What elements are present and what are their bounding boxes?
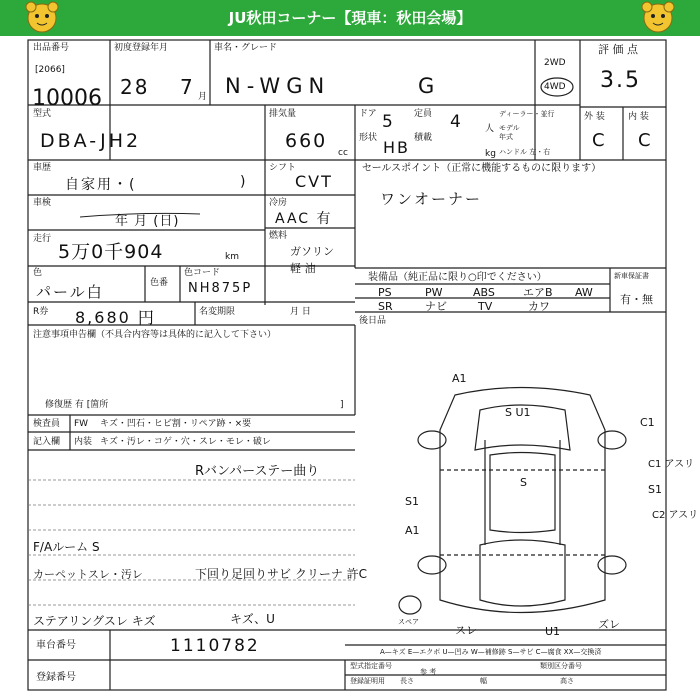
score: 3.5 (600, 68, 641, 93)
score-label: 評 価 点 (598, 43, 638, 56)
ac-label: 冷房 (269, 198, 288, 208)
damage-mark: S1 (405, 495, 419, 508)
interior-entry-label: 内装 (74, 437, 93, 447)
reg-no-label: 登録番号 (36, 672, 76, 683)
fw-label: FW (74, 419, 89, 429)
name-change-value: 月 日 (290, 307, 311, 317)
repair-label: 修復歴 有 [箇所 (45, 400, 109, 410)
reg-cert-label: 登録証明用 (350, 677, 385, 685)
remark-1: Rバンパーステー曲り (195, 464, 320, 479)
recycle-label: R券 (33, 307, 49, 317)
first-reg-label: 初度登録年月 (114, 43, 169, 53)
type-value: DBA-JH2 (40, 130, 142, 152)
color-code-label: 色コード (184, 268, 221, 278)
interior-entry-text: キズ・汚レ・コゲ・穴・スレ・モレ・破レ (100, 437, 271, 447)
lot-number: 10006 (32, 86, 102, 111)
history-close: ) (240, 174, 248, 190)
chassis-label: 車台番号 (36, 640, 76, 651)
length-label: 長さ (400, 677, 414, 685)
recycle-value: 8,680 円 (75, 308, 156, 327)
dealer-label: ディーラー・並行 (499, 110, 555, 118)
fuel-label: 燃料 (269, 231, 288, 241)
fuel-diesel: 軽 油 (290, 262, 316, 275)
interior-label: 内 装 (628, 112, 649, 122)
rear-seat-label: 後日品 (359, 316, 387, 326)
sales-point-value: ワンオーナー (380, 190, 483, 208)
model-label: 車名・グレード (214, 43, 278, 53)
first-reg-month: 7 (180, 75, 195, 99)
repair-close: ] (340, 400, 344, 410)
equipment-navi: ナビ (425, 300, 447, 313)
model-name: N-WGN (225, 74, 331, 98)
lot-label: 出品番号 (33, 43, 70, 53)
shape-label: 形状 (359, 133, 378, 143)
remark-2: F/Aルーム S (33, 540, 100, 554)
ac-value: AAC 有 (275, 211, 333, 227)
displacement-value: 660 (285, 130, 328, 152)
equipment-aw: AW (575, 286, 593, 299)
notes-label: 注意事項申告欄（不具合内容等は具体的に記入して下さい） (33, 330, 277, 340)
shift-label: シフト (269, 163, 297, 173)
page-title: JU秋田コーナー【現車：秋田会場】 (228, 9, 472, 27)
equipment-ps: PS (378, 286, 392, 299)
exterior-grade: C (592, 130, 607, 151)
chassis-value: 1110782 (170, 636, 260, 656)
handle-label: ハンドル 左・右 (499, 148, 551, 156)
warranty-value: 有・無 (620, 293, 653, 306)
load-label: 積載 (414, 133, 433, 143)
damage-mark: U1 (545, 625, 561, 638)
damage-mark: C1 (640, 416, 655, 429)
spare-label: スペア (398, 618, 419, 626)
shape-value: HB (383, 138, 411, 157)
capacity-unit: 人 (485, 124, 495, 134)
type-label: 型式 (33, 109, 52, 119)
width-label: 幅 (480, 677, 487, 685)
doors-value: 5 (382, 112, 395, 132)
equipment-sr: SR (378, 300, 393, 313)
lot-sub: [2066] (35, 65, 65, 75)
equipment-pw: PW (425, 286, 443, 299)
damage-mark: C2 アスリ (652, 510, 699, 521)
capacity-value: 4 (450, 112, 463, 132)
displacement-unit: cc (338, 148, 348, 158)
sales-point-label: セールスポイント（正常に機能するものに限ります） (362, 163, 602, 174)
damage-legend: A—キズ E—エクボ U—凹み W—補修跡 S—サビ C—腐食 XX—交換済 (380, 648, 602, 656)
remark-6: キズ、U (230, 612, 275, 626)
mileage-value: 5万0千904 (58, 241, 164, 263)
drive-2wd: 2WD (544, 58, 566, 68)
remark-5: ステアリングスレ キズ (33, 614, 156, 628)
color-label: 色 (33, 268, 43, 278)
damage-mark: C1 アスリ (648, 459, 695, 470)
shift-value: CVT (295, 172, 333, 191)
color-code-value: NH875P (188, 281, 253, 296)
equipment-leather: カワ (528, 300, 550, 313)
model-year-label: モデル 年式 (499, 124, 520, 141)
displacement-label: 排気量 (269, 109, 297, 119)
damage-mark: S U1 (505, 406, 531, 419)
capacity-label: 定員 (414, 109, 433, 119)
fuel-gasoline: ガソリン (290, 245, 334, 258)
drive-4wd: 4WD (544, 82, 566, 92)
damage-mark: A1 (452, 372, 467, 385)
mileage-label: 走行 (33, 234, 52, 244)
first-reg-month-unit: 月 (198, 92, 208, 102)
exterior-label: 外 装 (584, 112, 605, 122)
color-no-label: 色番 (150, 278, 169, 288)
equipment-airbag: エアB (523, 286, 553, 299)
history-label: 車歴 (33, 163, 52, 173)
mileage-unit: km (225, 252, 239, 262)
type-designation: 型式指定番号 (350, 662, 392, 670)
name-change-label: 名変期限 (199, 307, 236, 317)
damage-mark: S (520, 476, 527, 489)
doors-label: ドア (359, 109, 377, 119)
grade: G (418, 74, 437, 98)
damage-mark: スレ (455, 624, 477, 637)
remark-4: 下回り足回りサビ クリーナ 許C (195, 567, 368, 581)
damage-mark: S1 (648, 483, 662, 496)
warranty-label: 新車保証書 (614, 272, 649, 280)
first-reg-year: 28 (120, 75, 150, 99)
damage-mark: ズレ (598, 618, 620, 631)
equipment-abs: ABS (473, 286, 495, 299)
load-unit: kg (485, 149, 496, 159)
fw-text: キズ・凹石・ヒビ割・リペア跡・×要 (100, 419, 252, 429)
equipment-tv: TV (478, 300, 493, 313)
equipment-label: 装備品（純正品に限り○印でください） (368, 272, 547, 283)
history-value: 自家用・( (65, 177, 137, 193)
interior-grade: C (638, 130, 653, 151)
inspection-label: 車検 (33, 198, 52, 208)
damage-mark: A1 (405, 524, 420, 537)
entry-label: 記入欄 (33, 437, 61, 447)
category-no: 類別区分番号 (540, 662, 582, 670)
inspector-label: 検査員 (33, 419, 61, 429)
reference-label: 参 考 (420, 668, 437, 676)
height-label: 高さ (560, 677, 574, 685)
inspection-value: 年 月 (日) (115, 214, 180, 229)
color-value: パール白 (36, 283, 104, 301)
remark-3: カーペットスレ・汚レ (33, 568, 143, 581)
